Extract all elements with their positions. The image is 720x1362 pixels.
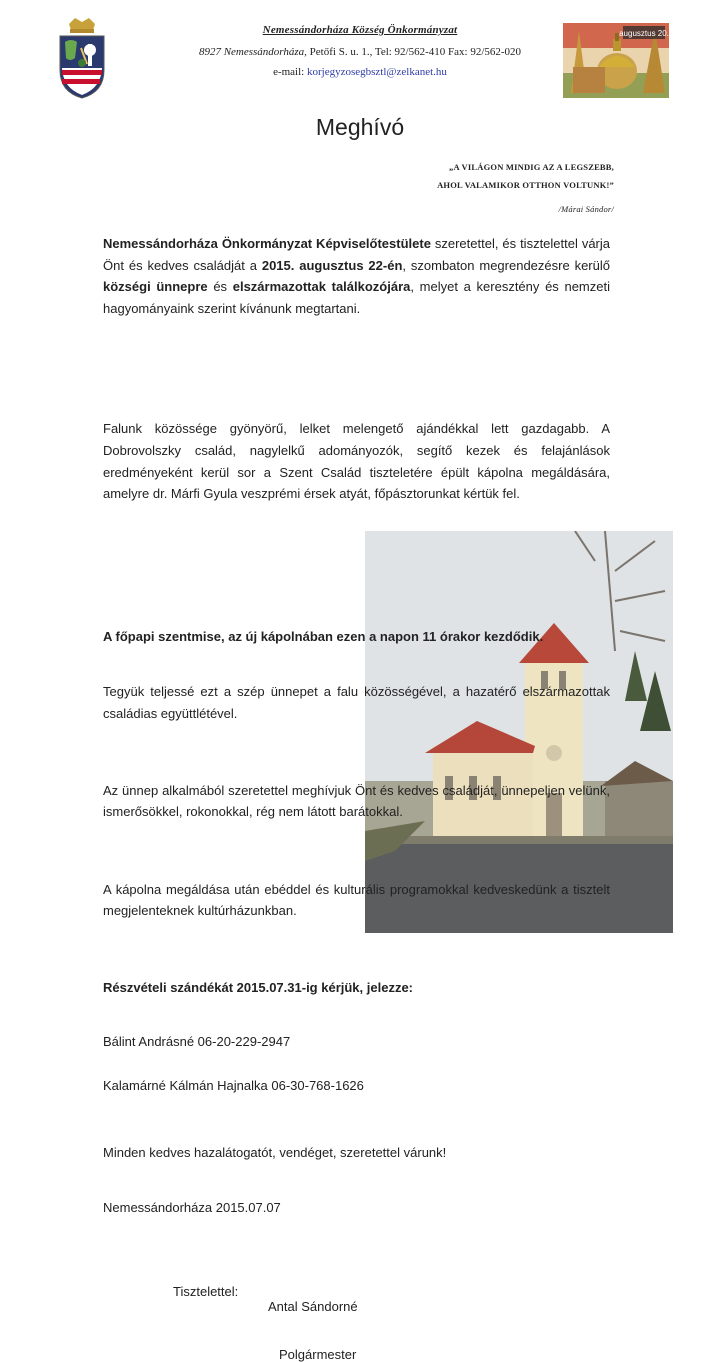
quote-author: /Márai Sándor/ bbox=[558, 204, 614, 214]
event-name-1: községi ünnepre bbox=[103, 279, 208, 295]
chapel-paragraph: Falunk közössége gyönyörű, lelket melengető ajándékkal lett gazdagabb. A Dobrovolszky család, nagylelkű adományozók, segítő kezek és felajánlások eredményeként kerül sor a Szent Család tiszteletére épült kápolna megáldására, amelyre dr. Márfi Gyula veszprémi érsek atyát, főpásztorunkat kértük fel. bbox=[103, 421, 610, 502]
signature-role: Polgármester bbox=[279, 1346, 357, 1362]
address-prefix: 8927 Nemessándorháza, bbox=[198, 46, 307, 58]
program-paragraph: A kápolna megáldása után ebéddel és kulturális programokkal kedveskedünk a tisztelt megjelenteknek kultúrházunkban. bbox=[103, 881, 610, 919]
coat-of-arms-icon bbox=[57, 18, 107, 100]
quote-line-1: „A VILÁGON MINDIG AZ A LEGSZEBB, bbox=[449, 162, 614, 172]
header-address bbox=[150, 46, 570, 58]
email-link[interactable]: korjegyzosegbsztl@zelkanet.hu bbox=[306, 66, 447, 78]
ad-badge-text: augusztus 20. bbox=[619, 29, 669, 38]
invitation-paragraph: Az ünnep alkalmából szeretettel meghívjuk Önt és kedves családját, ünnepeljen velünk, ismerősökkel, rokonokkal, rég nem látott barátokkal. bbox=[103, 782, 610, 820]
header-email bbox=[150, 66, 570, 78]
event-date: 2015. augusztus 22-én bbox=[261, 257, 403, 273]
intro-text-a: szeretettel, és tisztelettel várja Önt és kedves családját a bbox=[103, 236, 610, 273]
intro-text-c: és bbox=[207, 279, 233, 295]
intro-text-b: , szombaton megrendezésre kerülő bbox=[402, 257, 610, 273]
page-title: Meghívó bbox=[315, 114, 405, 140]
community-paragraph: Tegyük teljessé ezt a szép ünnepet a falu közösségével, a hazatérő elszármazottak családias együttlétével. bbox=[103, 684, 610, 721]
august-20-decoration-icon bbox=[563, 23, 669, 98]
organizer-name: Nemessándorháza Önkormányzat Képviselőtestülete bbox=[103, 236, 431, 251]
intro-paragraph bbox=[103, 233, 610, 319]
event-name-2: elszármazottak találkozójára bbox=[232, 279, 411, 295]
quote-line-2: AHOL VALAMIKOR OTTHON VOLTUNK!” bbox=[437, 180, 614, 190]
signature-label: Tisztelettel: bbox=[173, 1283, 239, 1299]
address-rest: Petőfi S. u. 1., Tel: 92/562-410 Fax: 92/562-020 bbox=[309, 46, 522, 58]
dateline: Nemessándorháza 2015.07.07 bbox=[103, 1200, 281, 1216]
email-label: e-mail: bbox=[273, 66, 305, 78]
signature-name: Antal Sándorné bbox=[268, 1298, 358, 1314]
mass-time-paragraph: A főpapi szentmise, az új kápolnában ezen a napon 11 órakor kezdődik. bbox=[103, 628, 544, 644]
welcome-paragraph: Minden kedves hazalátogatót, vendéget, szeretettel várunk! bbox=[103, 1144, 447, 1160]
chapel-photo bbox=[365, 531, 673, 933]
contact-line-1: Bálint Andrásné 06-20-229-2947 bbox=[103, 1033, 291, 1049]
header-title: Nemessándorháza Község Önkormányzat bbox=[262, 24, 458, 36]
intro-text-d: , melyet a keresztény és nemzeti hagyományaink szerint kívánunk megtartani. bbox=[103, 279, 610, 316]
rsvp-paragraph: Részvételi szándékát 2015.07.31-ig kérjük, jelezze: bbox=[103, 979, 414, 995]
contact-line-2: Kalamárné Kálmán Hajnalka 06-30-768-1626 bbox=[103, 1078, 364, 1094]
